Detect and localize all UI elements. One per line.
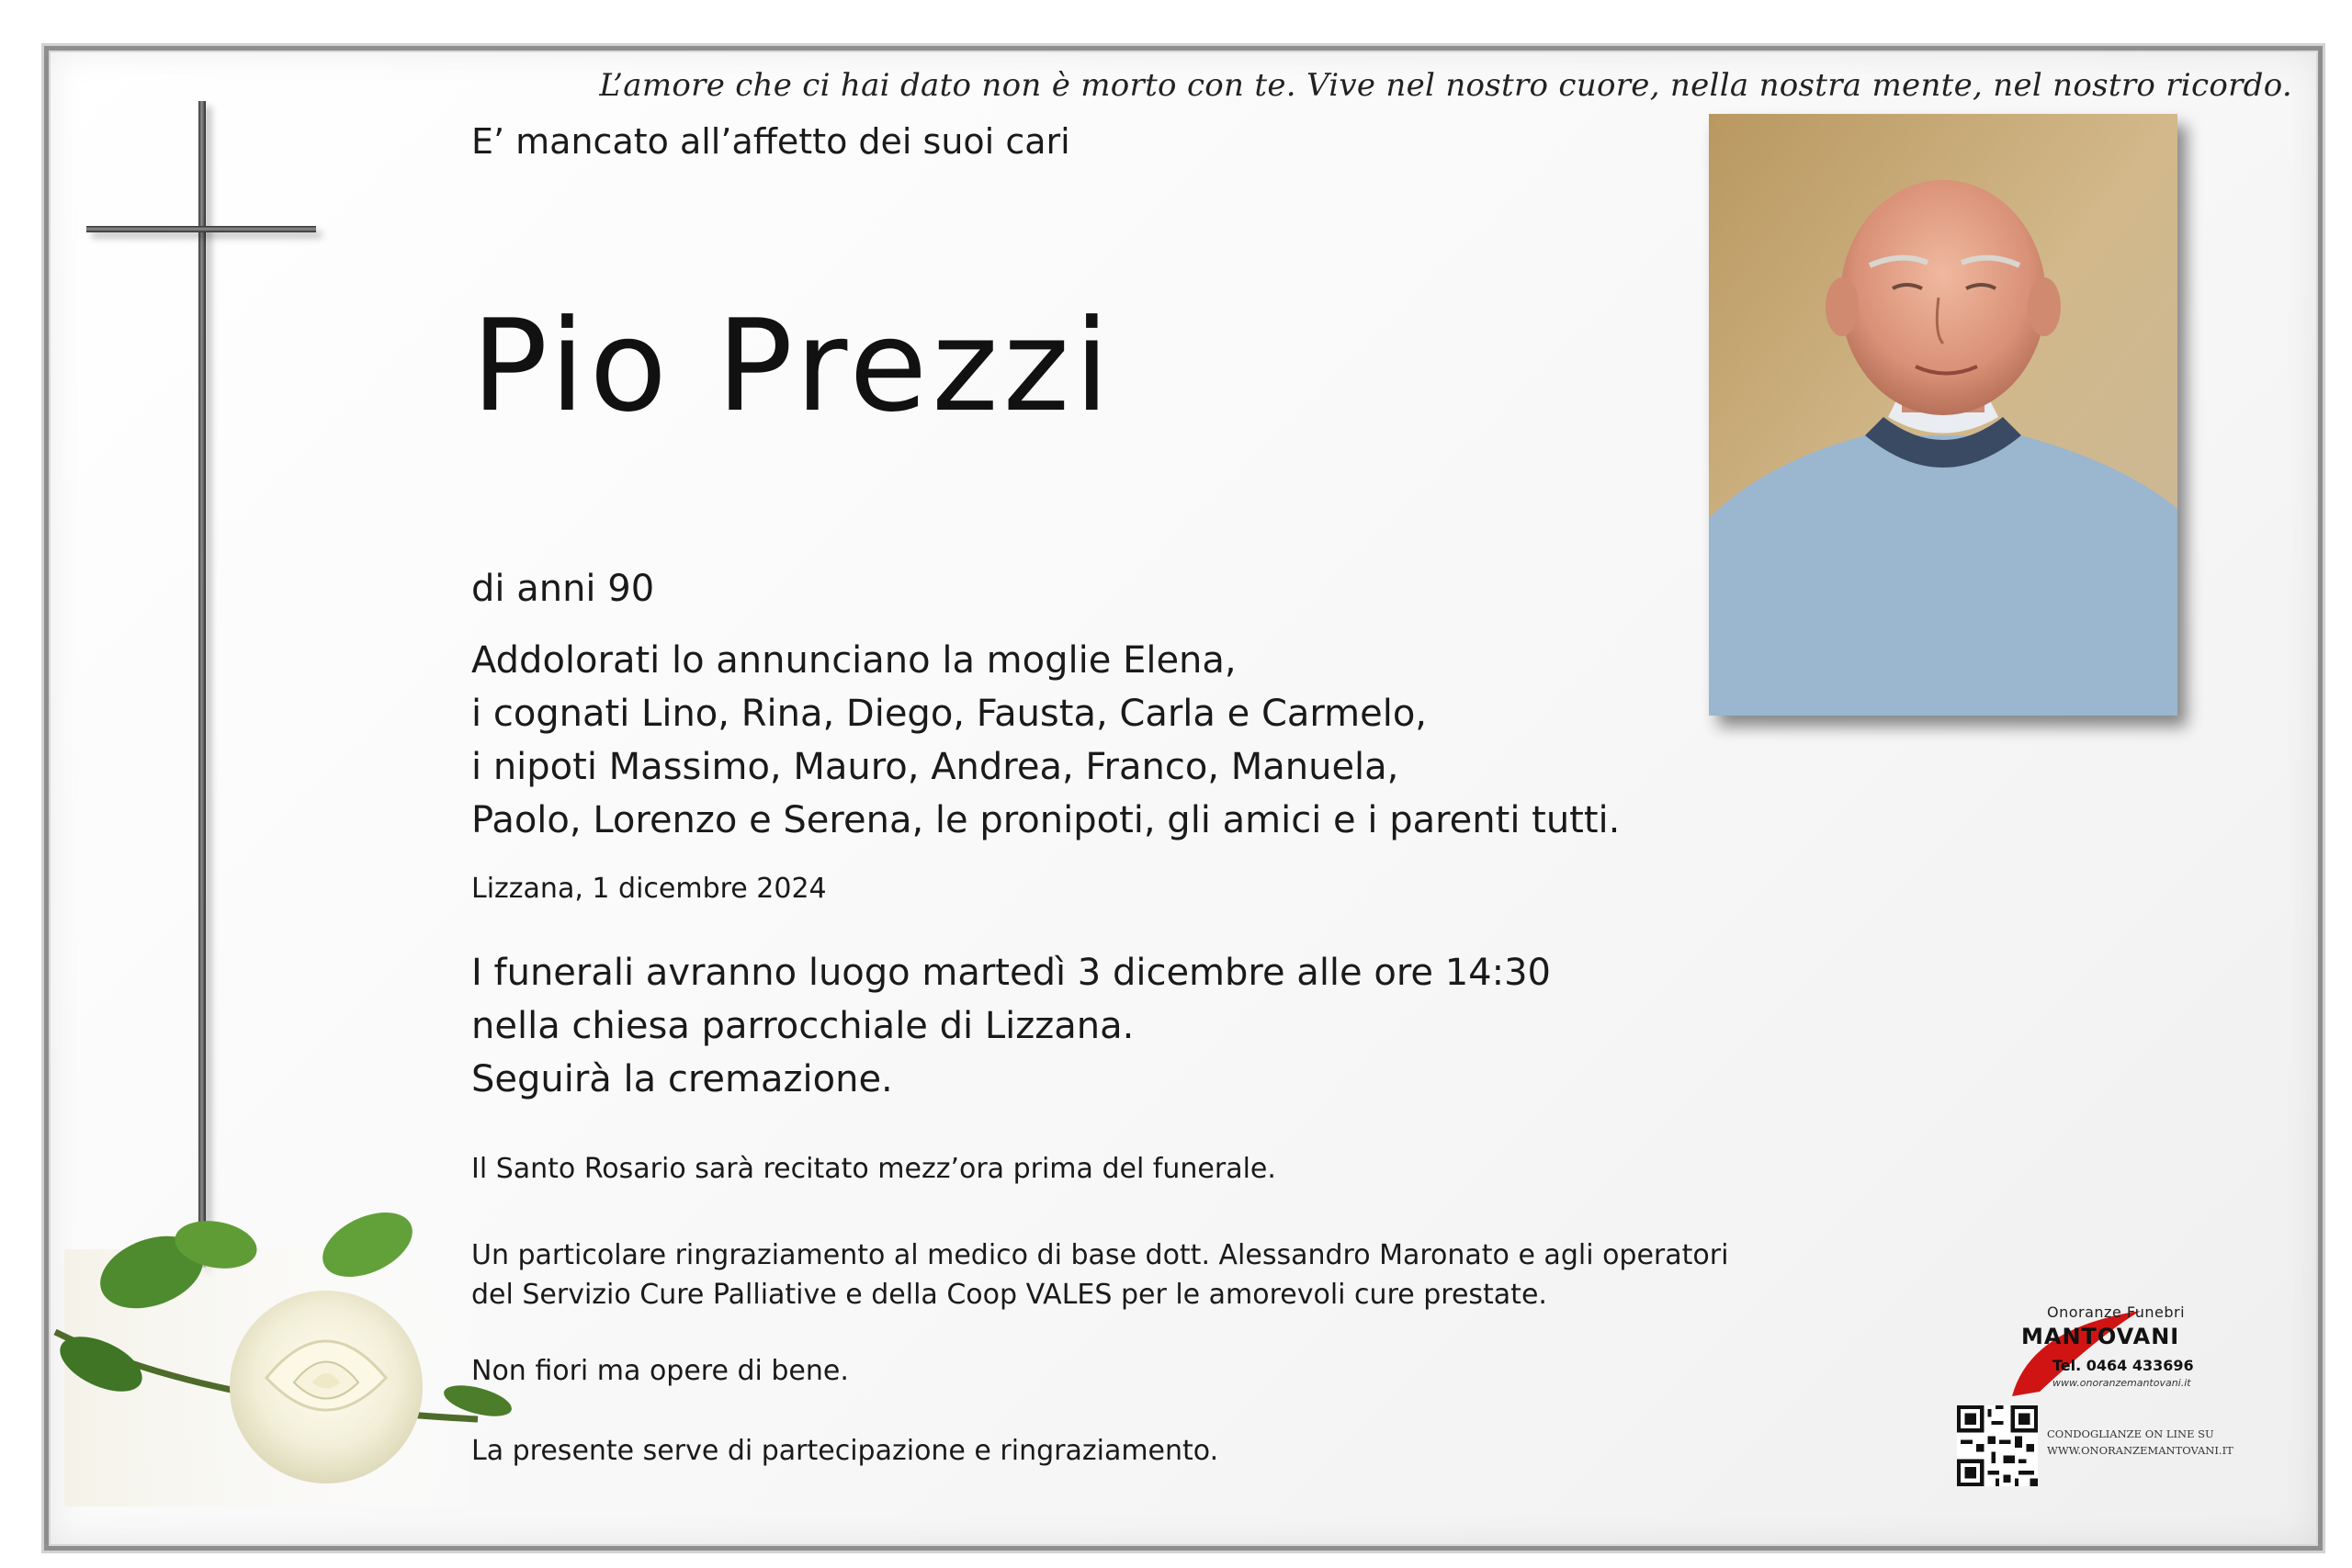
flowers-note: Non fiori ma opere di bene. (471, 1355, 849, 1387)
rosary-note: Il Santo Rosario sarà recitato mezz’ora prima del funerale. (471, 1153, 1276, 1185)
thanks-line: del Servizio Cure Palliative e della Coop VALES per le amorevoli cure prestate. (471, 1279, 1547, 1311)
logo-brand: MANTOVANI (2021, 1324, 2180, 1349)
white-rose-icon (18, 1194, 533, 1511)
announcement-line: i nipoti Massimo, Mauro, Andrea, Franco, Manuela, (471, 746, 1399, 788)
announcement-line: Paolo, Lorenzo e Serena, le pronipoti, gli amici e i parenti tutti. (471, 799, 1621, 841)
funeral-line: I funerali avranno luogo martedì 3 dicembre alle ore 14:30 (471, 952, 1551, 994)
closing-note: La presente serve di partecipazione e ringraziamento. (471, 1435, 1219, 1467)
thanks-note (471, 1235, 1728, 1314)
deceased-name: Pio Prezzi (471, 292, 1114, 440)
funeral-line: nella chiesa parrocchiale di Lizzana. (471, 1005, 1135, 1047)
condolences-line: WWW.ONORANZEMANTOVANI.IT (2047, 1444, 2233, 1457)
portrait-photo (1709, 114, 2177, 716)
memorial-quote: L’amore che ci hai dato non è morto con te. Vive nel nostro cuore, nella nostra mente, nel nostro ricordo. (599, 67, 2292, 104)
age-text: di anni 90 (471, 568, 655, 610)
logo-phone: Tel. 0464 433696 (2052, 1357, 2194, 1374)
cross-icon-vertical-bar (198, 101, 206, 1268)
online-condolences (2047, 1426, 2233, 1459)
funeral-line: Seguirà la cremazione. (471, 1058, 893, 1100)
condolences-line: CONDOGLIANZE ON LINE SU (2047, 1427, 2214, 1440)
place-date: Lizzana, 1 dicembre 2024 (471, 873, 827, 905)
cross-icon-horizontal-bar (86, 226, 316, 232)
intro-text: E’ mancato all’affetto dei suoi cari (471, 121, 1070, 162)
logo-top-text: Onoranze Funebri (2047, 1303, 2186, 1321)
funeral-info (471, 946, 1551, 1106)
announcement-line: Addolorati lo annunciano la moglie Elena, (471, 639, 1237, 682)
announcement (471, 634, 1620, 847)
qr-code-icon (1957, 1405, 2038, 1486)
logo-website: www.onoranzemantovani.it (2052, 1377, 2191, 1389)
thanks-line: Un particolare ringraziamento al medico di base dott. Alessandro Maronato e agli operatori (471, 1239, 1729, 1271)
announcement-line: i cognati Lino, Rina, Diego, Fausta, Carla e Carmelo, (471, 693, 1427, 735)
funeral-home-logo (2003, 1291, 2246, 1401)
